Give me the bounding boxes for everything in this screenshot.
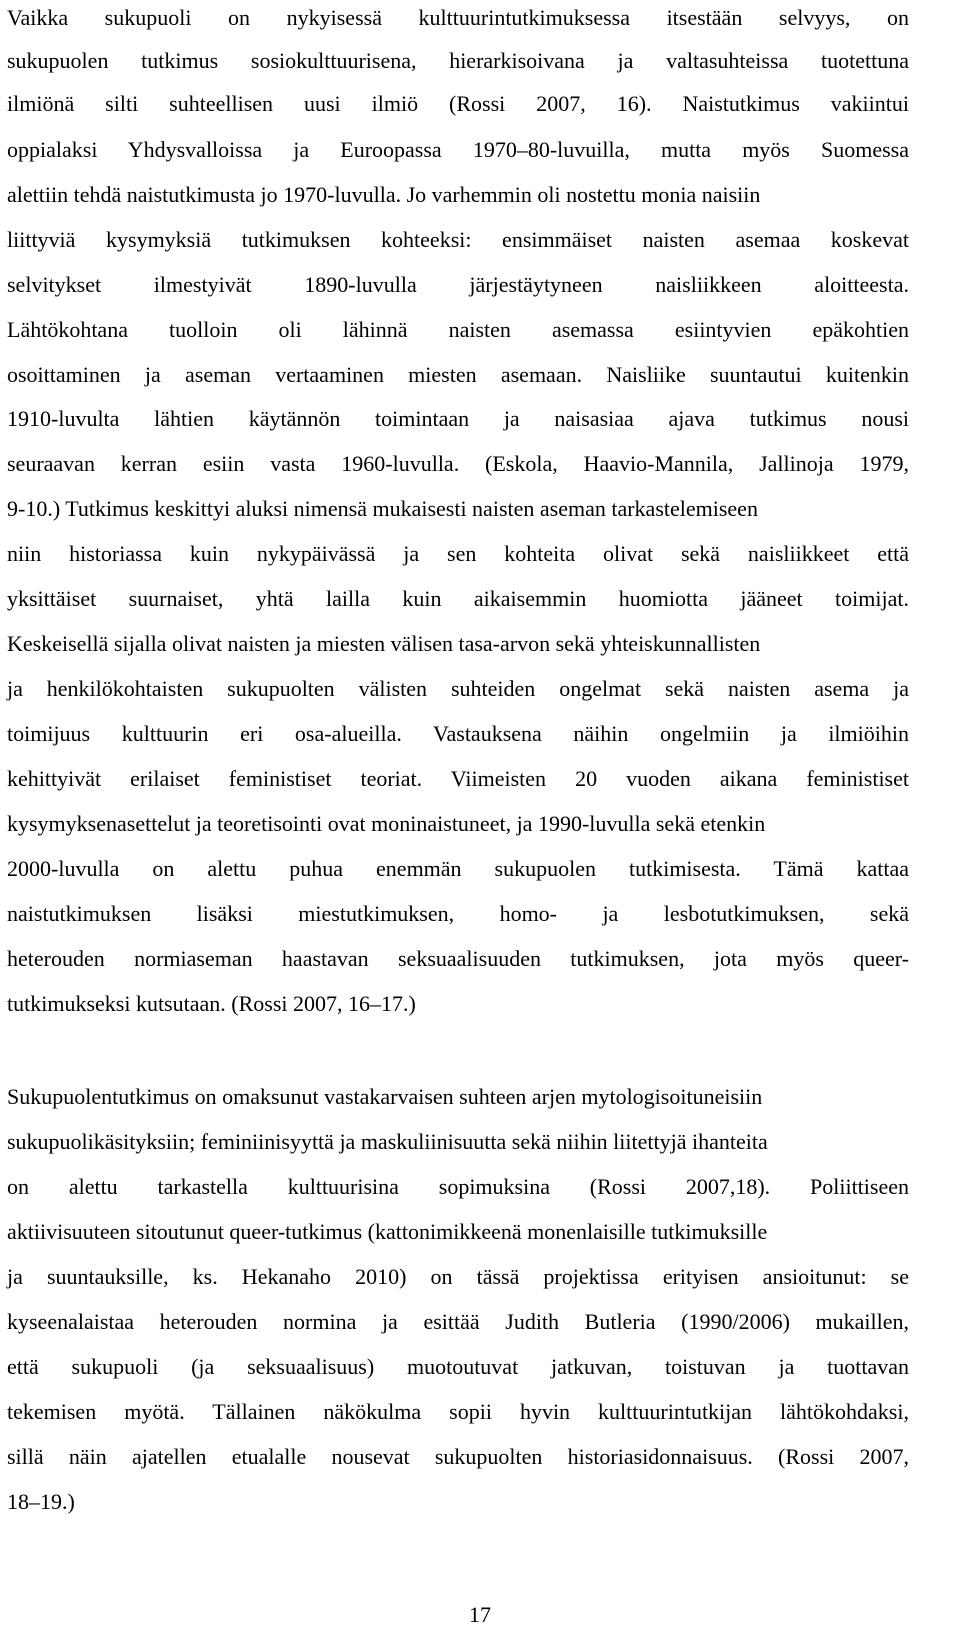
text-line: 9-10.) Tutkimus keskittyi aluksi nimensä mukaisesti naisten aseman tarkastelemiseen [7,496,758,521]
text-line: naistutkimuksen lisäksi miestutkimuksen, homo- ja lesbotutkimuksen, sekä [7,901,909,926]
text-line: 18–19.) [7,1489,75,1514]
text-line: sukupuolen tutkimus sosiokulttuurisena, hierarkisoivana ja valtasuhteissa tuotettuna [7,48,909,73]
text-line: ja henkilökohtaisten sukupuolten välisten suhteiden ongelmat sekä naisten asema ja [7,676,909,701]
page-number: 17 [469,1602,491,1627]
text-line: on alettu tarkastella kulttuurisina sopimuksina (Rossi 2007,18). Poliittiseen [7,1174,909,1199]
text-line: tekemisen myötä. Tällainen näkökulma sopii hyvin kulttuurintutkijan lähtökohdaksi, [7,1399,909,1424]
text-line: alettiin tehdä naistutkimusta jo 1970-luvulla. Jo varhemmin oli nostettu monia naisiin [7,182,761,207]
text-line: 2000-luvulla on alettu puhua enemmän sukupuolen tutkimisesta. Tämä kattaa [7,856,909,881]
text-line: Lähtökohtana tuolloin oli lähinnä naisten asemassa esiintyvien epäkohtien [7,317,909,342]
text-line: heterouden normiaseman haastavan seksuaalisuuden tutkimuksen, jota myös queer- [7,946,909,971]
text-line: kysymyksenasettelut ja teoretisointi ovat moninaistuneet, ja 1990-luvulla sekä etenkin [7,811,766,836]
text-line: toimijuus kulttuurin eri osa-alueilla. Vastauksena näihin ongelmiin ja ilmiöihin [7,721,909,746]
text-line: kyseenalaistaa heterouden normina ja esittää Judith Butleria (1990/2006) mukaillen, [7,1309,909,1334]
text-line: aktiivisuuteen sitoutunut queer-tutkimus (kattonimikkeenä monenlaisille tutkimuksille [7,1219,768,1244]
text-line: ja suuntauksille, ks. Hekanaho 2010) on tässä projektissa erityisen ansioitunut: se [7,1264,909,1289]
text-line: sillä näin ajatellen etualalle nousevat sukupuolten historiasidonnaisuus. (Rossi 2007, [7,1444,909,1469]
text-line: osoittaminen ja aseman vertaaminen miesten asemaan. Naisliike suuntautui kuitenkin [7,362,909,387]
text-line: liittyviä kysymyksiä tutkimuksen kohteeksi: ensimmäiset naisten asemaa koskevat [7,227,909,252]
text-line: ilmiönä silti suhteellisen uusi ilmiö (Rossi 2007, 16). Naistutkimus vakiintui [7,91,909,116]
text-line: tutkimukseksi kutsutaan. (Rossi 2007, 16–17.) [7,991,416,1016]
text-line: oppialaksi Yhdysvalloissa ja Euroopassa 1970–80-luvuilla, mutta myös Suomessa [7,137,909,162]
text-line: sukupuolikäsityksiin; feminiinisyyttä ja maskuliinisuutta sekä niihin liitettyjä ihanteita [7,1129,768,1154]
text-line: selvitykset ilmestyivät 1890-luvulla järjestäytyneen naisliikkeen aloitteesta. [7,272,909,297]
text-line: niin historiassa kuin nykypäivässä ja sen kohteita olivat sekä naisliikkeet että [7,541,909,566]
text-line: kehittyivät erilaiset feministiset teoriat. Viimeisten 20 vuoden aikana feministiset [7,766,909,791]
text-line: Keskeisellä sijalla olivat naisten ja miesten välisen tasa-arvon sekä yhteiskunnallisten [7,631,761,656]
text-line: yksittäiset suurnaiset, yhtä lailla kuin aikaisemmin huomiotta jääneet toimijat. [7,586,909,611]
text-line: että sukupuoli (ja seksuaalisuus) muotoutuvat jatkuvan, toistuvan ja tuottavan [7,1354,909,1379]
text-line: Vaikka sukupuoli on nykyisessä kulttuurintutkimuksessa itsestään selvyys, on [7,5,909,30]
text-line: seuraavan kerran esiin vasta 1960-luvulla. (Eskola, Haavio-Mannila, Jallinoja 1979, [7,451,909,476]
text-line: 1910-luvulta lähtien käytännön toimintaan ja naisasiaa ajava tutkimus nousi [7,406,909,431]
text-line: Sukupuolentutkimus on omaksunut vastakarvaisen suhteen arjen mytologisoituneisiin [7,1084,763,1109]
